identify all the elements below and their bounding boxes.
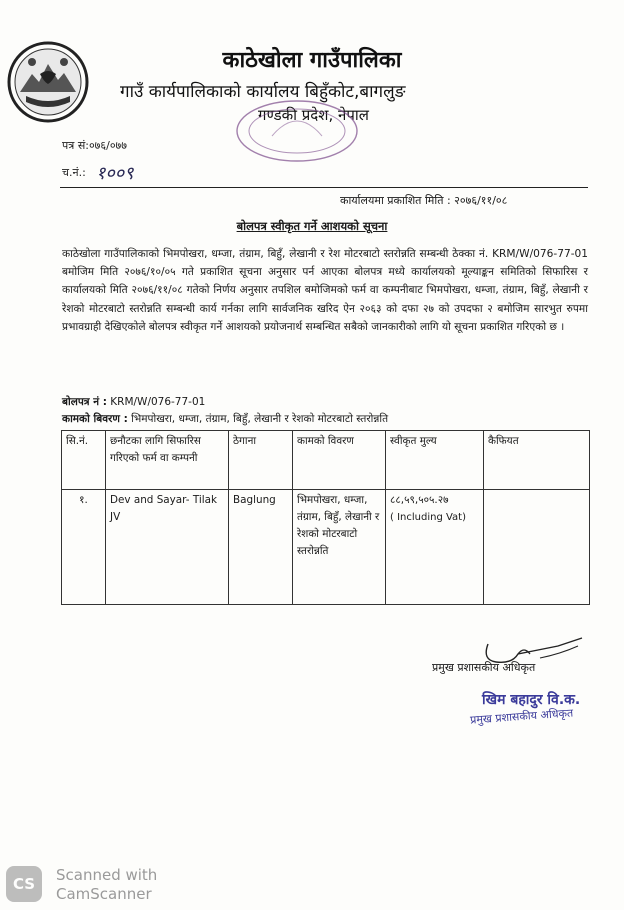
notice-title: बोलपत्र स्वीकृत गर्ने आशयको सूचना	[236, 219, 388, 233]
bid-number-value: KRM/W/076-77-01	[110, 396, 206, 408]
office-stamp	[232, 96, 362, 166]
award-table	[61, 430, 590, 605]
bid-number	[62, 395, 205, 409]
office-name: गाउँ कार्यपालिकाको कार्यालय बिहुँकोट,बागलुङ	[120, 82, 406, 102]
header-divider	[60, 187, 588, 188]
letter-number: पत्र सं:०७६/०७७	[62, 139, 127, 152]
signatory-designation: प्रमुख प्रशासकीय अधिकृत	[432, 661, 536, 674]
col-header-firm: छनौटका लागि सिफारिस गरिएको फर्म वा कम्पनी	[106, 431, 229, 490]
cell-address: Baglung	[229, 490, 293, 605]
signatory-seal-name: खिम बहादुर वि.क.	[482, 692, 581, 708]
watermark-line1: Scanned with	[56, 866, 158, 884]
cell-firm: Dev and Sayar- Tilak JV	[106, 490, 229, 605]
cell-work: भिमपोखरा, धम्जा, तंग्राम, बिहुँ, लेखानी र रेशको मोटरबाटो स्तरोन्नति	[293, 490, 386, 605]
col-header-address: ठेगाना	[229, 431, 293, 490]
signatory-seal-designation: प्रमुख प्रशासकीय अधिकृत	[469, 706, 574, 727]
notice-body: काठेखोला गाउँपालिकाको भिमपोखरा, धम्जा, तंग्राम, बिहुँ, लेखानी र रेश मोटरबाटो स्तरोन्नति सम्बन्धी ठेक्का नं. KRM/W/076-77-01 बमोजिम मिति २०७६/१०/०५ गते प्रकाशित सूचना अनुसार पर्न आएका बोलपत्र मध्ये कार्यालयको मूल्याङ्कन समितिको सिफारिस र कार्यालयको मिति २०७६/११/०८ गतेको निर्णय अनुसार तपशिल बमोजिमको फर्म वा कम्पनीबाट भिमपोखरा, धम्जा, तंग्राम, बिहुँ, लेखानी र रेशको मोटरबाटो स्तरोन्नति सम्बन्धी कार्य गर्नका लागि सार्वजनिक खरिद ऐन २०६३ को दफा २७ को उपदफा २ बमोजिम सारभुत रुपमा प्रभावग्राही देखिएकोले बोलपत्र स्वीकृत गर्ने आशयको प्रयोजनार्थ सम्बन्धित सबैको जानकारीको लागि यो सूचना प्रकाशित गरिएको छ ।	[62, 248, 588, 333]
col-header-remarks: कैफियत	[484, 431, 590, 490]
publish-date: कार्यालयमा प्रकाशित मिति : २०७६/११/०८	[340, 194, 508, 207]
work-description-label: कामको बिवरण :	[62, 413, 128, 425]
table-row	[62, 490, 590, 605]
camscanner-logo-icon: CS	[6, 866, 42, 902]
municipality-name: काठेखोला गाउँपालिका	[222, 48, 402, 73]
work-description	[62, 412, 388, 426]
amount-value: ८८,५९,५०५.२७	[390, 494, 449, 506]
watermark-line2: CamScanner	[56, 885, 152, 903]
work-description-value: भिमपोखरा, धम्जा, तंग्राम, बिहुँ, लेखानी र रेशको मोटरबाटो स्तरोन्नति	[131, 413, 389, 425]
amount-note: ( Including Vat)	[390, 512, 466, 523]
col-header-amount: स्वीकृत मुल्य	[386, 431, 484, 490]
cell-remarks	[484, 490, 590, 605]
dispatch-number-label: च.नं.:	[62, 166, 86, 179]
bid-number-label: बोलपत्र नं :	[62, 396, 107, 408]
cell-amount	[386, 490, 484, 605]
col-header-work: कामको विवरण	[293, 431, 386, 490]
cell-sn: १.	[62, 490, 106, 605]
col-header-sn: सि.नं.	[62, 431, 106, 490]
dispatch-number-handwritten: १००९	[96, 163, 134, 184]
province-name: गण्डकी प्रदेश, नेपाल	[258, 106, 369, 124]
table-header-row	[62, 431, 590, 490]
